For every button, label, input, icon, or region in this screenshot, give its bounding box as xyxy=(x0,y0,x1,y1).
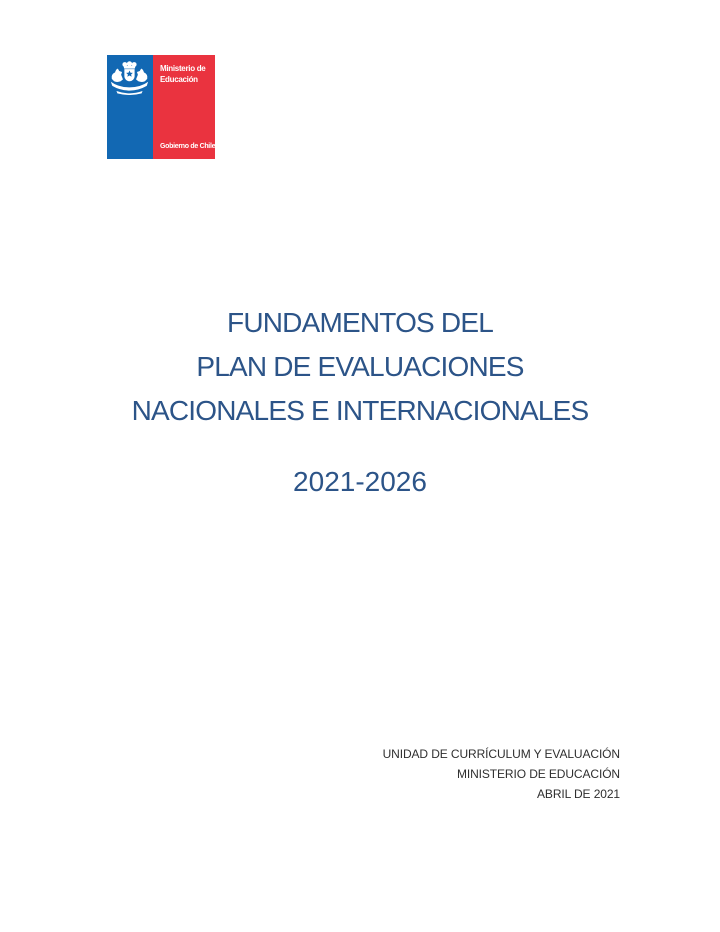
cover-title-line2: PLAN DE EVALUACIONES xyxy=(196,351,524,382)
credits-date: ABRIL DE 2021 xyxy=(537,787,620,801)
cover-title xyxy=(0,301,720,433)
ministry-logo xyxy=(107,55,215,159)
chile-coat-of-arms-icon xyxy=(109,61,150,95)
cover-title-line1: FUNDAMENTOS DEL xyxy=(227,307,493,338)
logo-blue-panel xyxy=(107,55,153,159)
ministry-name xyxy=(160,63,205,85)
credits-unit: UNIDAD DE CURRÍCULUM Y EVALUACIÓN xyxy=(382,747,620,761)
credits-ministry: MINISTERIO DE EDUCACIÓN xyxy=(456,767,620,781)
ministry-name-line1: Ministerio de xyxy=(160,64,206,73)
government-label: Gobierno de Chile xyxy=(160,143,216,150)
cover-period: 2021-2026 xyxy=(293,466,427,497)
logo-red-panel xyxy=(153,55,215,159)
cover-title-line3: NACIONALES E INTERNACIONALES xyxy=(131,395,589,426)
credits-block xyxy=(383,744,620,804)
ministry-name-line2: Educación xyxy=(160,75,198,84)
